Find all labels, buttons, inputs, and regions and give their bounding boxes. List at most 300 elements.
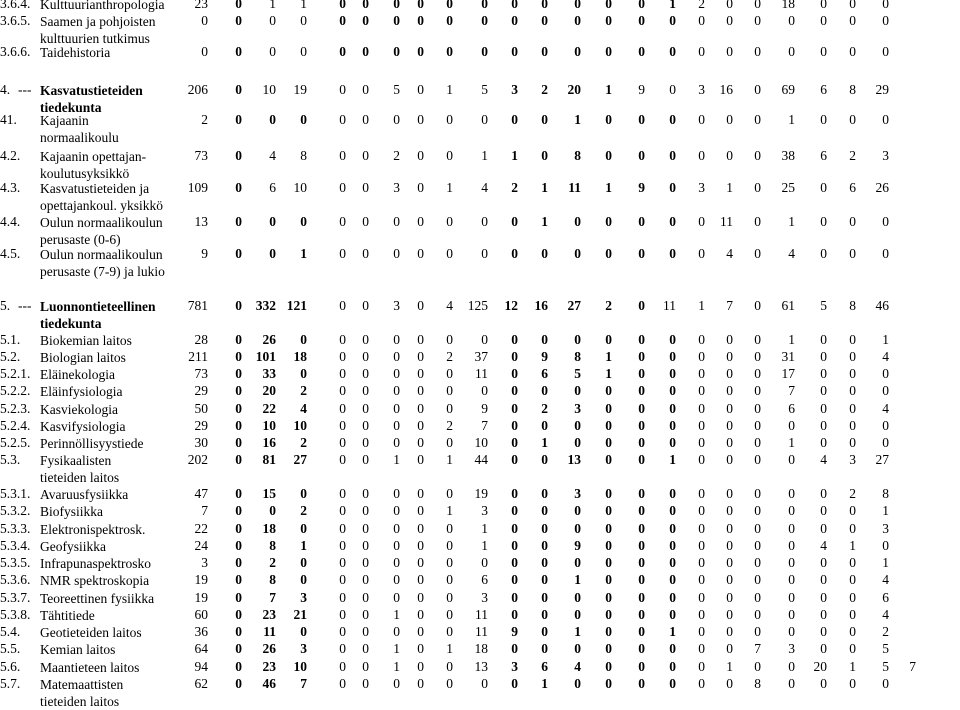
cell-value: 0	[669, 538, 676, 553]
cell-value: 1	[726, 180, 733, 195]
cell-value: 9	[541, 349, 548, 364]
cell-value: 4	[446, 298, 453, 313]
cell-value: 0	[669, 112, 676, 127]
cell-value: 0	[638, 624, 645, 639]
cell-value: 47	[194, 486, 208, 501]
cell-value: 2	[605, 298, 612, 313]
cell-value: 0	[339, 486, 346, 501]
cell-value: 0	[446, 538, 453, 553]
cell-value: 0	[726, 486, 733, 501]
cell-value: 0	[446, 332, 453, 347]
cell-value: 0	[235, 298, 242, 313]
cell-value: 0	[339, 214, 346, 229]
cell-value: 0	[339, 435, 346, 450]
cell-value: 0	[788, 44, 795, 59]
row-name-line: Perinnöllisyystiede	[40, 436, 144, 451]
cell-value: 2	[541, 82, 548, 97]
cell-value: 0	[446, 112, 453, 127]
cell-value: 0	[362, 435, 369, 450]
cell-value: 4	[882, 401, 889, 416]
row-name	[40, 332, 200, 349]
cell-value: 22	[194, 521, 208, 536]
cell-value: 23	[194, 0, 208, 11]
cell-value: 16	[719, 82, 733, 97]
cell-value: 0	[300, 521, 307, 536]
row-name-line: kulttuurien tutkimus	[40, 31, 150, 46]
row-name-line: Luonnontieteellinen	[40, 299, 156, 314]
cell-value: 0	[235, 44, 242, 59]
cell-value: 0	[638, 44, 645, 59]
cell-value: 0	[362, 452, 369, 467]
cell-value: 0	[511, 641, 518, 656]
cell-value: 73	[194, 366, 208, 381]
cell-value: 0	[726, 435, 733, 450]
cell-value: 0	[726, 366, 733, 381]
row-name	[40, 349, 200, 366]
cell-value: 0	[638, 298, 645, 313]
cell-value: 8	[882, 486, 889, 501]
cell-value: 0	[235, 590, 242, 605]
cell-value: 0	[669, 435, 676, 450]
cell-value: 0	[446, 555, 453, 570]
cell-value: 0	[235, 572, 242, 587]
cell-value: 0	[300, 214, 307, 229]
cell-value: 0	[339, 503, 346, 518]
row-name-line: Eläinekologia	[40, 367, 115, 382]
cell-value: 0	[362, 538, 369, 553]
cell-value: 0	[698, 572, 705, 587]
cell-value: 1	[481, 148, 488, 163]
cell-value: 4	[820, 538, 827, 553]
cell-value: 0	[393, 418, 400, 433]
row-name	[40, 82, 200, 116]
cell-value: 1	[393, 641, 400, 656]
cell-value: 6	[788, 401, 795, 416]
row-name-line: tiedekunta	[40, 316, 102, 331]
row-name	[40, 624, 200, 641]
cell-value: 0	[820, 607, 827, 622]
cell-value: 18	[262, 521, 276, 536]
row-name-line: Kulttuurianthropologia	[40, 0, 165, 12]
cell-value: 0	[339, 298, 346, 313]
cell-value: 0	[669, 13, 676, 28]
cell-value: 0	[574, 246, 581, 261]
cell-value: 0	[820, 418, 827, 433]
table-row	[0, 214, 960, 247]
cell-value: 0	[638, 383, 645, 398]
cell-value: 1	[393, 607, 400, 622]
row-name-line: Oulun normaalikoulun	[40, 215, 163, 230]
cell-value: 1	[788, 332, 795, 347]
cell-value: 0	[849, 401, 856, 416]
cell-value: 0	[417, 538, 424, 553]
cell-value: 20	[567, 82, 581, 97]
cell-value: 0	[446, 148, 453, 163]
cell-value: 0	[339, 676, 346, 691]
row-name	[40, 641, 200, 658]
cell-value: 0	[820, 383, 827, 398]
cell-value: 0	[541, 607, 548, 622]
cell-value: 0	[754, 607, 761, 622]
cell-value: 0	[511, 383, 518, 398]
cell-value: 8	[269, 538, 276, 553]
cell-value: 4	[481, 180, 488, 195]
cell-value: 0	[417, 503, 424, 518]
row-name	[40, 418, 200, 435]
cell-value: 0	[235, 0, 242, 11]
cell-value: 2	[446, 418, 453, 433]
cell-value: 0	[511, 572, 518, 587]
cell-value: 1	[849, 538, 856, 553]
cell-value: 0	[882, 418, 889, 433]
row-code: 5.6.	[0, 659, 21, 674]
cell-value: 0	[754, 624, 761, 639]
cell-value: 1	[446, 641, 453, 656]
cell-value: 0	[417, 112, 424, 127]
row-code: 5.4.	[0, 624, 21, 639]
cell-value: 0	[698, 401, 705, 416]
cell-value: 0	[393, 214, 400, 229]
cell-value: 0	[417, 452, 424, 467]
row-code: 5.3.3.	[0, 521, 31, 536]
cell-value: 0	[417, 298, 424, 313]
cell-value: 0	[417, 332, 424, 347]
cell-value: 0	[446, 401, 453, 416]
cell-value: 0	[446, 0, 453, 11]
cell-value: 2	[269, 555, 276, 570]
cell-value: 0	[362, 13, 369, 28]
cell-value: 0	[362, 521, 369, 536]
cell-value: 0	[574, 44, 581, 59]
row-code: 3.6.6.	[0, 44, 31, 59]
cell-value: 0	[339, 555, 346, 570]
cell-value: 0	[882, 214, 889, 229]
cell-value: 0	[235, 435, 242, 450]
cell-value: 4	[882, 349, 889, 364]
cell-value: 0	[417, 180, 424, 195]
cell-value: 0	[393, 112, 400, 127]
cell-value: 0	[541, 624, 548, 639]
cell-value: 33	[262, 366, 276, 381]
table-row	[0, 180, 960, 213]
cell-value: 0	[417, 0, 424, 11]
cell-value: 0	[754, 383, 761, 398]
table-row	[0, 246, 960, 279]
cell-value: 0	[481, 676, 488, 691]
row-name-line: Kajaanin	[40, 113, 89, 128]
cell-value: 0	[638, 13, 645, 28]
cell-value: 0	[849, 418, 856, 433]
cell-value: 0	[698, 214, 705, 229]
cell-value: 0	[882, 676, 889, 691]
cell-value: 0	[754, 401, 761, 416]
row-name-line: Kasviekologia	[40, 402, 118, 417]
cell-value: 0	[339, 246, 346, 261]
cell-value: 0	[362, 180, 369, 195]
cell-value: 0	[417, 521, 424, 536]
cell-value: 19	[194, 590, 208, 605]
cell-value: 0	[339, 148, 346, 163]
cell-value: 0	[820, 521, 827, 536]
cell-value: 0	[235, 332, 242, 347]
cell-value: 0	[788, 418, 795, 433]
row-name	[40, 486, 200, 503]
cell-value: 0	[235, 452, 242, 467]
cell-value: 211	[188, 349, 208, 364]
cell-value: 0	[638, 349, 645, 364]
cell-value: 0	[446, 246, 453, 261]
cell-value: 0	[362, 298, 369, 313]
cell-value: 7	[300, 676, 307, 691]
row-name	[40, 246, 200, 280]
cell-value: 94	[194, 659, 208, 674]
cell-value: 0	[362, 383, 369, 398]
cell-value: 6	[541, 366, 548, 381]
cell-value: 1	[300, 0, 307, 11]
cell-value: 0	[754, 0, 761, 11]
cell-value: 0	[669, 607, 676, 622]
row-name	[40, 13, 200, 47]
cell-value: 0	[235, 82, 242, 97]
cell-value: 0	[726, 555, 733, 570]
row-name	[40, 112, 200, 146]
cell-value: 0	[362, 148, 369, 163]
cell-value: 0	[669, 572, 676, 587]
row-code: 5.3.1.	[0, 486, 31, 501]
row-name	[40, 572, 200, 589]
cell-value: 0	[541, 246, 548, 261]
cell-value: 0	[726, 44, 733, 59]
cell-value: 0	[754, 180, 761, 195]
cell-value: 0	[605, 401, 612, 416]
cell-value: 4	[882, 607, 889, 622]
cell-value: 0	[393, 0, 400, 11]
cell-value: 0	[698, 503, 705, 518]
row-code: 4.2.	[0, 148, 21, 163]
cell-value: 8	[754, 676, 761, 691]
cell-value: 0	[849, 572, 856, 587]
cell-value: 0	[235, 607, 242, 622]
cell-value: 0	[605, 418, 612, 433]
cell-value: 0	[788, 676, 795, 691]
cell-value: 0	[849, 0, 856, 11]
cell-value: 0	[339, 383, 346, 398]
cell-value: 0	[820, 246, 827, 261]
cell-value: 0	[235, 366, 242, 381]
cell-value: 8	[300, 148, 307, 163]
cell-value: 0	[481, 246, 488, 261]
cell-value: 0	[339, 401, 346, 416]
cell-value: 0	[362, 349, 369, 364]
cell-value: 0	[669, 401, 676, 416]
cell-value: 3	[849, 452, 856, 467]
row-name	[40, 452, 200, 486]
cell-value: 0	[446, 590, 453, 605]
cell-value: 2	[393, 148, 400, 163]
cell-value: 0	[269, 112, 276, 127]
cell-value: 0	[726, 349, 733, 364]
cell-value: 10	[474, 435, 488, 450]
cell-value: 0	[698, 112, 705, 127]
cell-value: 0	[669, 590, 676, 605]
cell-value: 46	[262, 676, 276, 691]
cell-value: 0	[300, 366, 307, 381]
cell-value: 0	[605, 607, 612, 622]
cell-value: 29	[194, 383, 208, 398]
cell-value: 0	[481, 44, 488, 59]
cell-value: 0	[638, 418, 645, 433]
cell-value: 1	[882, 332, 889, 347]
cell-value: 0	[574, 555, 581, 570]
cell-value: 0	[605, 435, 612, 450]
cell-value: 2	[201, 112, 208, 127]
cell-value: 1	[481, 538, 488, 553]
cell-value: 0	[605, 624, 612, 639]
cell-value: 0	[235, 401, 242, 416]
cell-value: 0	[638, 572, 645, 587]
cell-value: 1	[669, 452, 676, 467]
cell-value: 25	[781, 180, 795, 195]
cell-value: 3	[481, 590, 488, 605]
cell-value: 0	[669, 214, 676, 229]
cell-value: 0	[339, 538, 346, 553]
cell-value: 37	[474, 349, 488, 364]
cell-value: 0	[669, 659, 676, 674]
cell-value: 1	[446, 452, 453, 467]
cell-value: 0	[201, 44, 208, 59]
cell-value: 0	[235, 503, 242, 518]
row-name	[40, 538, 200, 555]
row-name	[40, 590, 200, 607]
cell-value: 4	[269, 148, 276, 163]
cell-value: 0	[300, 332, 307, 347]
cell-value: 0	[235, 112, 242, 127]
cell-value: 0	[820, 366, 827, 381]
cell-value: 1	[300, 246, 307, 261]
row-name	[40, 148, 200, 182]
row-code: 5.	[0, 298, 11, 313]
row-name-line: tiedekunta	[40, 100, 102, 115]
cell-value: 13	[567, 452, 581, 467]
cell-value: 0	[788, 452, 795, 467]
cell-value: 0	[726, 521, 733, 536]
cell-value: 44	[474, 452, 488, 467]
row-name	[40, 366, 200, 383]
cell-value: 0	[393, 349, 400, 364]
cell-value: 0	[726, 401, 733, 416]
cell-value: 0	[605, 676, 612, 691]
cell-value: 0	[339, 641, 346, 656]
cell-value: 0	[788, 486, 795, 501]
cell-value: 1	[882, 503, 889, 518]
cell-value: 24	[194, 538, 208, 553]
cell-value: 0	[393, 366, 400, 381]
cell-value: 6	[849, 180, 856, 195]
cell-value: 0	[605, 538, 612, 553]
cell-value: 0	[339, 82, 346, 97]
cell-value: 0	[605, 590, 612, 605]
cell-value: 0	[417, 214, 424, 229]
cell-value: 11	[475, 607, 488, 622]
row-code: 4.3.	[0, 180, 21, 195]
cell-value: 0	[235, 538, 242, 553]
cell-value: 1	[541, 180, 548, 195]
cell-value: 11	[720, 214, 733, 229]
cell-value: 0	[362, 503, 369, 518]
cell-value: 0	[788, 590, 795, 605]
cell-value: 0	[362, 401, 369, 416]
cell-value: 0	[788, 607, 795, 622]
cell-value: 0	[300, 555, 307, 570]
cell-value: 0	[754, 366, 761, 381]
cell-value: 0	[788, 13, 795, 28]
row-name-line: Fysikaalisten	[40, 453, 112, 468]
cell-value: 0	[339, 590, 346, 605]
cell-value: 0	[669, 486, 676, 501]
cell-value: 28	[194, 332, 208, 347]
row-name	[40, 180, 200, 214]
cell-value: 3	[698, 180, 705, 195]
cell-value: 0	[446, 13, 453, 28]
cell-value: 1	[511, 148, 518, 163]
cell-value: 0	[541, 13, 548, 28]
row-name-line: Geotieteiden laitos	[40, 625, 142, 640]
cell-value: 0	[362, 246, 369, 261]
cell-value: 0	[362, 676, 369, 691]
row-code: 5.5.	[0, 641, 21, 656]
row-name	[40, 383, 200, 400]
cell-value: 62	[194, 676, 208, 691]
cell-value: 0	[362, 112, 369, 127]
table-row	[0, 298, 960, 331]
cell-value: 0	[638, 401, 645, 416]
cell-value: 0	[511, 0, 518, 11]
cell-value: 0	[849, 676, 856, 691]
row-name	[40, 298, 200, 332]
cell-value: 0	[511, 452, 518, 467]
cell-value: 0	[788, 503, 795, 518]
cell-value: 0	[541, 521, 548, 536]
cell-value: 0	[820, 332, 827, 347]
cell-value: 0	[446, 366, 453, 381]
row-code: 5.3.8.	[0, 607, 31, 622]
cell-value: 0	[362, 607, 369, 622]
cell-value: 0	[698, 435, 705, 450]
cell-value: 11	[263, 624, 276, 639]
cell-value: 0	[820, 13, 827, 28]
cell-value: 0	[788, 659, 795, 674]
cell-value: 0	[339, 659, 346, 674]
cell-value: 0	[726, 590, 733, 605]
cell-value: 10	[262, 82, 276, 97]
cell-value: 0	[417, 401, 424, 416]
cell-value: 0	[754, 521, 761, 536]
cell-value: 0	[511, 112, 518, 127]
cell-value: 0	[698, 418, 705, 433]
cell-value: 0	[882, 0, 889, 11]
cell-value: 0	[638, 112, 645, 127]
row-name-line: Biokemian laitos	[40, 333, 132, 348]
cell-value: 0	[726, 13, 733, 28]
cell-value: 5	[820, 298, 827, 313]
cell-value: 0	[339, 452, 346, 467]
row-name	[40, 659, 200, 676]
cell-value: 73	[194, 148, 208, 163]
cell-value: 0	[698, 13, 705, 28]
cell-value: 18	[781, 0, 795, 11]
cell-value: 1	[574, 572, 581, 587]
cell-value: 0	[511, 607, 518, 622]
